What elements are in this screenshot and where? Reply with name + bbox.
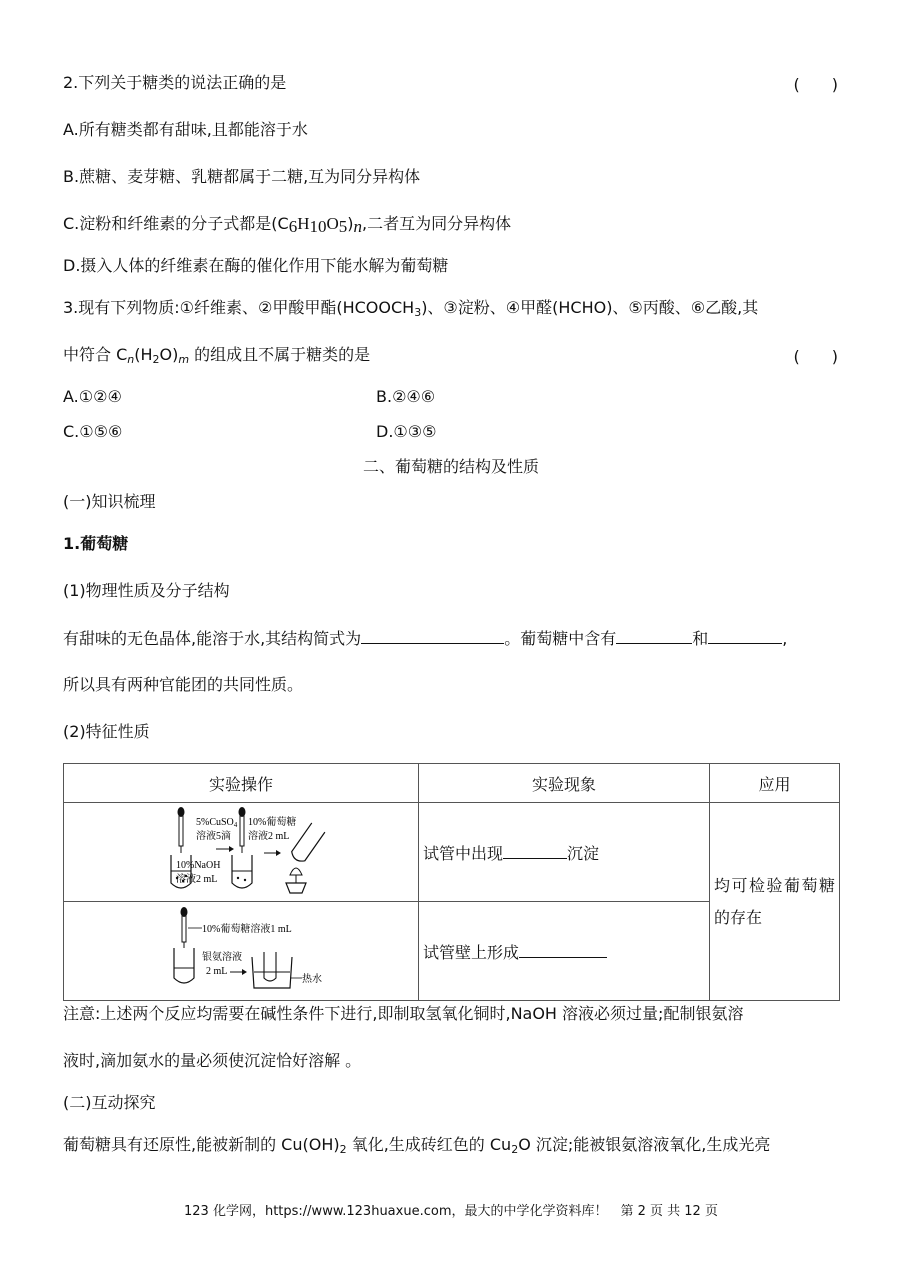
q2-stem: 2.下列关于糖类的说法正确的是 (63, 73, 287, 92)
fill-blank-group1[interactable] (616, 627, 692, 644)
q3-option-d: D.①③⑤ (376, 422, 437, 441)
page-footer: 123 化学网，https://www.123huaxue.com，最大的中学化学资料库！ 第 2 页 共 12 页 (184, 1204, 718, 1219)
note-line1: 注意:上述两个反应均需要在碱性条件下进行,即制取氢氧化铜时,NaOH 溶液必须过量;配制银氨溶 (63, 1004, 744, 1023)
svg-text:溶液2 mL: 溶液2 mL (176, 874, 218, 885)
section-title: 二、葡萄糖的结构及性质 (362, 457, 539, 476)
svg-text:银氨溶液: 银氨溶液 (202, 952, 242, 963)
q2-option-a: A.所有糖类都有甜味,且都能溶于水 (63, 120, 308, 139)
svg-text:溶液2 mL: 溶液2 mL (248, 831, 290, 842)
svg-text:10%NaOH: 10%NaOH (176, 860, 221, 871)
application-cell (710, 803, 840, 1001)
experiment-figure-cuoh2 (64, 803, 419, 902)
q3-option-a: A.①②④ (63, 387, 122, 406)
item-glucose: 1.葡萄糖 (63, 534, 129, 553)
cuoh2-apparatus-icon (64, 803, 418, 897)
svg-text:5%CuSO4: 5%CuSO$_4$ (196, 817, 238, 829)
subsection-knowledge: (一)知识梳理 (63, 492, 156, 511)
fill-blank-formula[interactable] (361, 627, 504, 644)
svg-text:热水: 热水 (302, 974, 322, 985)
fill-blank-silver-mirror[interactable] (519, 941, 607, 958)
q2-answer-paren: ( ) (793, 75, 838, 94)
header-application: 应用 (710, 764, 840, 803)
header-operation: 实验操作 (64, 764, 419, 803)
svg-text:10%葡萄糖: 10%葡萄糖 (248, 817, 297, 828)
experiment-table (63, 763, 840, 1001)
experiment-figure-silver-mirror (64, 902, 419, 1001)
q2-option-b: B.蔗糖、麦芽糖、乳糖都属于二糖,互为同分异构体 (63, 167, 421, 186)
row2-phenomenon: 试管壁上形成 (419, 902, 710, 1001)
q2-option-d: D.摄入人体的纤维素在酶的催化作用下能水解为葡萄糖 (63, 256, 449, 275)
fill-blank-precipitate[interactable] (503, 842, 567, 859)
q3-option-b: B.②④⑥ (376, 387, 436, 406)
svg-text:溶液5滴: 溶液5滴 (196, 831, 231, 842)
paragraph-structure: 有甜味的无色晶体,能溶于水,其结构简式为 。葡萄糖中含有 和 , (63, 629, 788, 648)
note-line2: 液时,滴加氨水的量必须使沉淀恰好溶解 。 (63, 1051, 362, 1070)
svg-text:10%葡萄糖溶液1 mL: 10%葡萄糖溶液1 mL (202, 924, 292, 935)
q3-answer-paren: ( ) (793, 347, 838, 366)
q3-option-c: C.①⑤⑥ (63, 422, 123, 441)
item-characteristic-properties: (2)特征性质 (63, 722, 150, 741)
subsection-interactive: (二)互动探究 (63, 1093, 156, 1112)
item-physical-properties: (1)物理性质及分子结构 (63, 581, 230, 600)
q2-option-c: C.淀粉和纤维素的分子式都是$(C_6H_{10}O_5)_n$,二者互为同分异构体 (63, 214, 512, 236)
paragraph-reducing: 葡萄糖具有还原性,能被新制的 $Cu(OH)_2$ 氧化,生成砖红色的 $Cu_2O$ 沉淀;能被银氨溶液氧化,生成光亮 (63, 1135, 771, 1156)
q3-stem: 3.现有下列物质:①纤维素、②甲酸甲酯$(HCOOCH_3)$、③淀粉、④甲醛(HCHO)、⑤丙酸、⑥乙酸,其 (63, 298, 759, 319)
silver-mirror-apparatus-icon (64, 902, 418, 996)
row1-phenomenon: 试管中出现 沉淀 (419, 803, 710, 902)
fill-blank-group2[interactable] (708, 627, 782, 644)
svg-text:2 mL: 2 mL (206, 966, 228, 977)
header-phenomenon: 实验现象 (419, 764, 710, 803)
paragraph-structure-line2: 所以具有两种官能团的共同性质。 (63, 675, 304, 694)
q3-stem-line2: 中符合 $C_n(H_2O)_m$ 的组成且不属于糖类的是 (63, 345, 371, 366)
application-text: 均可检验葡萄糖的存在 (714, 875, 835, 927)
